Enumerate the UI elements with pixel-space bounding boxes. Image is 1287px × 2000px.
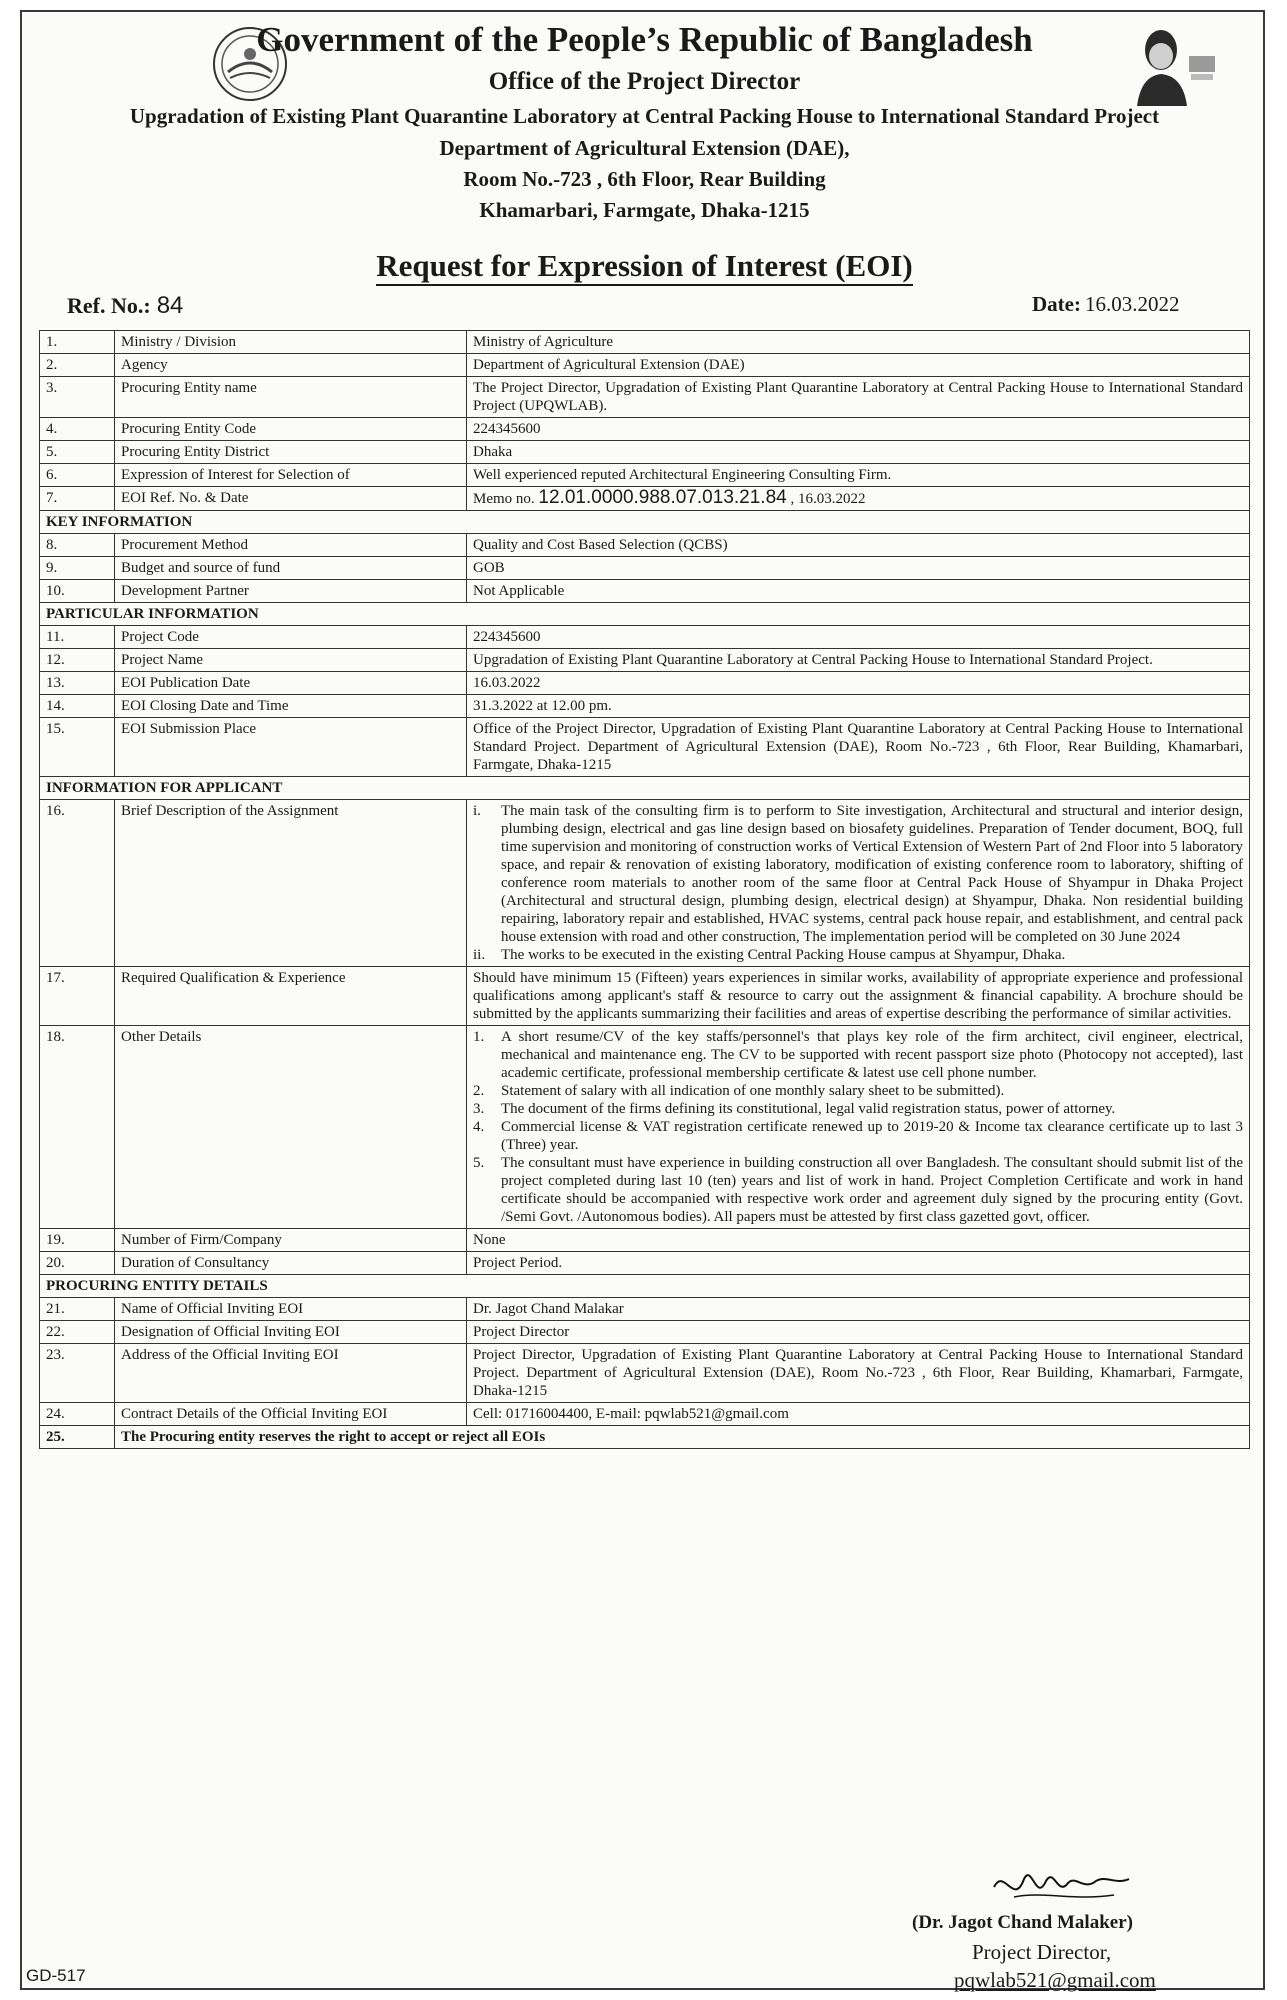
list-item xyxy=(473,946,1243,964)
row-value: Cell: 01716004400, E-mail: pqwlab521@gmail.com xyxy=(467,1403,1250,1426)
row-value: 224345600 xyxy=(467,418,1250,441)
assignment-description-row xyxy=(40,800,1250,967)
row-label: Procuring Entity District xyxy=(115,441,467,464)
row-value: Upgradation of Existing Plant Quarantine Laboratory at Central Packing House to International Standard Project. xyxy=(467,649,1250,672)
row-value: The Project Director, Upgradation of Existing Plant Quarantine Laboratory at Central Packing House to International Standard Project (UPQWLAB). xyxy=(467,377,1250,418)
row-label: Project Name xyxy=(115,649,467,672)
address-heading: Khamarbari, Farmgate, Dhaka-1215 xyxy=(479,198,810,222)
list-item xyxy=(473,1028,1243,1082)
eoi-notice-page xyxy=(20,10,1265,1990)
row-number: 13. xyxy=(40,672,115,695)
table-row xyxy=(40,557,1250,580)
ref-number: Ref. No.: 84 xyxy=(67,292,184,319)
list-item-text: The works to be executed in the existing Central Packing House campus at Shyampur, Dhaka. xyxy=(501,947,1066,963)
row-value: Should have minimum 15 (Fifteen) years experiences in similar works, availability of appropriate experience and professional qualifications among applicant's staff & resource to carry out the assignment & financial capability. A brochure should be submitted by the applicants summarizing their facilities and areas of expertise describing the performance of similar activities. xyxy=(467,967,1250,1026)
section-particular-information xyxy=(40,603,1250,626)
row-value-list xyxy=(467,800,1250,967)
room-heading: Room No.-723 , 6th Floor, Rear Building xyxy=(463,167,826,191)
row-value-list xyxy=(467,1026,1250,1229)
row-number: 12. xyxy=(40,649,115,672)
row-value: 31.3.2022 at 12.00 pm. xyxy=(467,695,1250,718)
project-heading: Upgradation of Existing Plant Quarantine Laboratory at Central Packing House to International Standard Project xyxy=(129,104,1160,128)
list-item-number: 5. xyxy=(473,1155,485,1171)
row-value: Quality and Cost Based Selection (QCBS) xyxy=(467,534,1250,557)
list-item-text: Commercial license & VAT registration certificate renewed up to 2019-20 & Income tax clearance certificate up to last 3 (Three) year. xyxy=(501,1119,1243,1153)
table-row xyxy=(40,649,1250,672)
row-value: Dr. Jagot Chand Malakar xyxy=(467,1298,1250,1321)
list-item-text: A short resume/CV of the key staffs/personnel's that plays key role of the firm architect, civil engineer, electrical, mechanical and maintenance eng. The CV to be supported with recent passport size photo (Photocopy not accepted), last academic certificate, professional membership certificate & latest use cell phone number. xyxy=(501,1029,1243,1081)
list-item-text: The consultant must have experience in building construction all over Bangladesh. The consultant should submit list of the project completed during last 10 (ten) years and list of work in hand. Project Completion Certificate and work in hand certificate should be accompanied with respective work order and agreement duly signed by the procuring entity (Govt. /Semi Govt. /Autonomous bodies). All papers must be attested by first class gazetted govt, officer. xyxy=(501,1155,1243,1225)
reservation-text: The Procuring entity reserves the right to accept or reject all EOIs xyxy=(115,1426,1250,1449)
office-heading: Office of the Project Director xyxy=(488,68,801,95)
table-row xyxy=(40,331,1250,354)
row-value: Ministry of Agriculture xyxy=(467,331,1250,354)
contact-details-row xyxy=(40,1403,1250,1426)
row-number: 25. xyxy=(40,1426,115,1449)
row-label: Procuring Entity Code xyxy=(115,418,467,441)
row-number: 16. xyxy=(40,800,115,967)
row-value: Well experienced reputed Architectural Engineering Consulting Firm. xyxy=(467,464,1250,487)
list-item-text: The main task of the consulting firm is to perform to Site investigation, Architectural and structural and interior design, plumbing design, electrical and gas line design based on biosafety guidelines. Preparation of Tender document, BOQ, full time supervision and monitoring of construction works of Vertical Extension of Western Part of 2nd Floor into 5 laboratory space, and repair & renovation of existing laboratory, modification of existing conference room to laboratory, shifting of conference room materials to another room of the same floor at Central Pack House of Shyampur in Dhaka Project (Architectural and structural design, plumbing design, electrical design) at Shyampur, Dhaka. Non residential building repairing, laboratory repair and established, HVAC systems, central pack house repair, and establishment, and central pack house extension with road and other construction, The implementation period will be completed on 30 June 2024 xyxy=(501,803,1243,945)
row-value: Office of the Project Director, Upgradation of Existing Plant Quarantine Laboratory at Central Packing House to International Standard Project. Department of Agricultural Extension (DAE), Room No.-723 , 6th Floor, Rear Building, Khamarbari, Farmgate, Dhaka-1215 xyxy=(467,718,1250,777)
signatory-email[interactable]: pqwlab521@gmail.com xyxy=(954,1968,1156,1992)
section-heading: KEY INFORMATION xyxy=(40,511,1250,534)
row-value: Not Applicable xyxy=(467,580,1250,603)
document-title: Request for Expression of Interest (EOI) xyxy=(22,248,1267,284)
row-number: 20. xyxy=(40,1252,115,1275)
row-value: 16.03.2022 xyxy=(467,672,1250,695)
table-row xyxy=(40,1252,1250,1275)
table-row xyxy=(40,418,1250,441)
list-item xyxy=(473,1154,1243,1226)
row-number: 1. xyxy=(40,331,115,354)
row-label: Name of Official Inviting EOI xyxy=(115,1298,467,1321)
row-label: Designation of Official Inviting EOI xyxy=(115,1321,467,1344)
row-value: GOB xyxy=(467,557,1250,580)
row-number: 4. xyxy=(40,418,115,441)
table-row xyxy=(40,580,1250,603)
section-key-information xyxy=(40,511,1250,534)
row-number: 9. xyxy=(40,557,115,580)
table-row xyxy=(40,672,1250,695)
table-row xyxy=(40,695,1250,718)
memo-date: , 16.03.2022 xyxy=(790,491,866,507)
row-label: Budget and source of fund xyxy=(115,557,467,580)
row-label: EOI Ref. No. & Date xyxy=(115,487,467,511)
document-date: Date: 16.03.2022 xyxy=(1032,292,1180,316)
row-value: Dhaka xyxy=(467,441,1250,464)
other-details-row xyxy=(40,1026,1250,1229)
qualification-row xyxy=(40,967,1250,1026)
table-row xyxy=(40,718,1250,777)
list-item-text: The document of the firms defining its constitutional, legal valid registration status, power of attorney. xyxy=(501,1101,1116,1117)
row-number: 8. xyxy=(40,534,115,557)
list-item-number: ii. xyxy=(473,947,486,963)
row-value xyxy=(467,487,1250,511)
row-label: Procuring Entity name xyxy=(115,377,467,418)
list-item-number: i. xyxy=(473,803,481,819)
section-procuring-entity-details xyxy=(40,1275,1250,1298)
signatory-title: Project Director, xyxy=(972,1940,1112,1964)
row-number: 22. xyxy=(40,1321,115,1344)
signature-mark xyxy=(984,1857,1134,1912)
list-item xyxy=(473,1118,1243,1154)
list-item xyxy=(473,802,1243,946)
row-number: 21. xyxy=(40,1298,115,1321)
table-row xyxy=(40,377,1250,418)
signatory-name: (Dr. Jagot Chand Malaker) xyxy=(912,1912,1133,1933)
row-number: 11. xyxy=(40,626,115,649)
row-number: 6. xyxy=(40,464,115,487)
list-item-text: Statement of salary with all indication of one monthly salary sheet to be submitted). xyxy=(501,1083,1005,1099)
section-heading: PROCURING ENTITY DETAILS xyxy=(40,1275,1250,1298)
row-label: Expression of Interest for Selection of xyxy=(115,464,467,487)
row-number: 23. xyxy=(40,1344,115,1403)
table-row xyxy=(40,626,1250,649)
list-item-number: 2. xyxy=(473,1083,485,1099)
row-label: EOI Submission Place xyxy=(115,718,467,777)
eoi-ref-row xyxy=(40,487,1250,511)
row-label: Required Qualification & Experience xyxy=(115,967,467,1026)
row-label: Ministry / Division xyxy=(115,331,467,354)
table-row xyxy=(40,1321,1250,1344)
list-item-number: 3. xyxy=(473,1101,485,1117)
row-number: 14. xyxy=(40,695,115,718)
row-label: EOI Publication Date xyxy=(115,672,467,695)
row-label: Contract Details of the Official Inviting EOI xyxy=(115,1403,467,1426)
section-heading: INFORMATION FOR APPLICANT xyxy=(40,777,1250,800)
footer-code: GD-517 xyxy=(26,1966,86,1985)
row-value: 224345600 xyxy=(467,626,1250,649)
row-value: Department of Agricultural Extension (DAE) xyxy=(467,354,1250,377)
table-row xyxy=(40,1229,1250,1252)
list-item-number: 4. xyxy=(473,1119,485,1135)
row-number: 15. xyxy=(40,718,115,777)
row-number: 3. xyxy=(40,377,115,418)
row-number: 10. xyxy=(40,580,115,603)
table-row xyxy=(40,441,1250,464)
memo-number: 12.01.0000.988.07.013.21.84 xyxy=(538,487,787,508)
row-number: 2. xyxy=(40,354,115,377)
row-value: Project Period. xyxy=(467,1252,1250,1275)
table-row xyxy=(40,1344,1250,1403)
row-label: Address of the Official Inviting EOI xyxy=(115,1344,467,1403)
row-number: 24. xyxy=(40,1403,115,1426)
list-item xyxy=(473,1100,1243,1118)
row-label: EOI Closing Date and Time xyxy=(115,695,467,718)
row-value: Project Director xyxy=(467,1321,1250,1344)
row-label: Project Code xyxy=(115,626,467,649)
row-label: Duration of Consultancy xyxy=(115,1252,467,1275)
row-label: Other Details xyxy=(115,1026,467,1229)
list-item xyxy=(473,1082,1243,1100)
table-row xyxy=(40,534,1250,557)
list-item-number: 1. xyxy=(473,1029,485,1045)
row-number: 19. xyxy=(40,1229,115,1252)
memo-prefix: Memo no. xyxy=(473,491,535,507)
table-row xyxy=(40,1298,1250,1321)
government-heading: Government of the People’s Republic of Bangladesh xyxy=(256,20,1033,59)
row-number: 7. xyxy=(40,487,115,511)
reservation-row xyxy=(40,1426,1250,1449)
section-information-for-applicant xyxy=(40,777,1250,800)
row-number: 17. xyxy=(40,967,115,1026)
table-row xyxy=(40,354,1250,377)
row-label: Number of Firm/Company xyxy=(115,1229,467,1252)
department-heading: Department of Agricultural Extension (DAE), xyxy=(439,136,850,160)
row-number: 18. xyxy=(40,1026,115,1229)
row-label: Development Partner xyxy=(115,580,467,603)
eoi-details-table xyxy=(39,330,1250,1449)
row-label: Procurement Method xyxy=(115,534,467,557)
row-value: None xyxy=(467,1229,1250,1252)
table-row xyxy=(40,464,1250,487)
row-label: Brief Description of the Assignment xyxy=(115,800,467,967)
row-label: Agency xyxy=(115,354,467,377)
row-value: Project Director, Upgradation of Existing Plant Quarantine Laboratory at Central Packing House to International Standard Project. Department of Agricultural Extension (DAE), Room No.-723 , 6th Floor, Rear Building, Khamarbari, Farmgate, Dhaka-1215 xyxy=(467,1344,1250,1403)
row-number: 5. xyxy=(40,441,115,464)
section-heading: PARTICULAR INFORMATION xyxy=(40,603,1250,626)
